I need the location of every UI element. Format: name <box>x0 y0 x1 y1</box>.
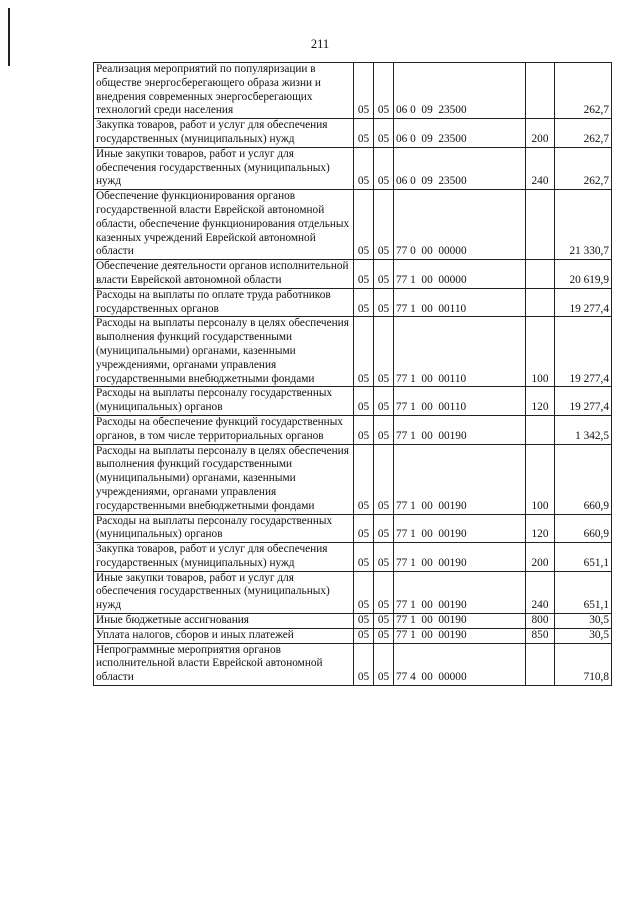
table-row <box>94 63 612 119</box>
row-section-code: 05 <box>354 147 374 189</box>
row-amount: 19 277,4 <box>555 387 612 416</box>
row-section-code: 05 <box>354 444 374 514</box>
table-row <box>94 317 612 387</box>
row-target-article-code: 06 0 09 23500 <box>394 119 526 148</box>
row-name: Расходы на выплаты персоналу государственных (муниципальных) органов <box>94 514 354 543</box>
row-amount: 30,5 <box>555 628 612 643</box>
row-target-article-code: 77 1 00 00110 <box>394 317 526 387</box>
row-name: Расходы на обеспечение функций государственных органов, в том числе территориальных органов <box>94 415 354 444</box>
row-amount: 710,8 <box>555 643 612 685</box>
row-target-article-code: 77 1 00 00000 <box>394 260 526 289</box>
row-expense-type-code: 200 <box>526 119 555 148</box>
row-expense-type-code <box>526 260 555 289</box>
row-target-article-code: 77 1 00 00190 <box>394 415 526 444</box>
row-expense-type-code <box>526 288 555 317</box>
row-section-code: 05 <box>354 543 374 572</box>
row-section-code: 05 <box>354 190 374 260</box>
table-row <box>94 543 612 572</box>
row-amount: 262,7 <box>555 63 612 119</box>
row-subsection-code: 05 <box>374 614 394 629</box>
table-row <box>94 415 612 444</box>
row-amount: 19 277,4 <box>555 317 612 387</box>
row-name: Расходы на выплаты персоналу государственных (муниципальных) органов <box>94 387 354 416</box>
row-subsection-code: 05 <box>374 288 394 317</box>
row-name: Непрограммные мероприятия органов исполнительной власти Еврейской автономной области <box>94 643 354 685</box>
row-name: Расходы на выплаты по оплате труда работников государственных органов <box>94 288 354 317</box>
table-row <box>94 119 612 148</box>
row-expense-type-code: 240 <box>526 147 555 189</box>
row-target-article-code: 77 1 00 00190 <box>394 444 526 514</box>
row-name: Закупка товаров, работ и услуг для обеспечения государственных (муниципальных) нужд <box>94 543 354 572</box>
row-expense-type-code: 200 <box>526 543 555 572</box>
table-row <box>94 628 612 643</box>
table-row <box>94 260 612 289</box>
row-amount: 651,1 <box>555 543 612 572</box>
row-subsection-code: 05 <box>374 317 394 387</box>
row-name: Расходы на выплаты персоналу в целях обеспечения выполнения функций государственными (муниципальными) органами, казенными учреждениями, органами управления государственными внебюджетными фондами <box>94 444 354 514</box>
row-section-code: 05 <box>354 643 374 685</box>
row-subsection-code: 05 <box>374 628 394 643</box>
table-row <box>94 643 612 685</box>
row-expense-type-code: 100 <box>526 317 555 387</box>
table-row <box>94 614 612 629</box>
row-name: Иные закупки товаров, работ и услуг для обеспечения государственных (муниципальных) нужд <box>94 571 354 613</box>
row-amount: 20 619,9 <box>555 260 612 289</box>
row-expense-type-code <box>526 63 555 119</box>
row-expense-type-code <box>526 643 555 685</box>
row-section-code: 05 <box>354 119 374 148</box>
row-target-article-code: 77 1 00 00110 <box>394 288 526 317</box>
row-target-article-code: 06 0 09 23500 <box>394 147 526 189</box>
row-target-article-code: 77 1 00 00190 <box>394 514 526 543</box>
row-subsection-code: 05 <box>374 147 394 189</box>
budget-table <box>93 62 612 686</box>
row-expense-type-code: 800 <box>526 614 555 629</box>
row-subsection-code: 05 <box>374 387 394 416</box>
row-section-code: 05 <box>354 260 374 289</box>
row-expense-type-code: 240 <box>526 571 555 613</box>
row-section-code: 05 <box>354 317 374 387</box>
table-row <box>94 514 612 543</box>
row-section-code: 05 <box>354 571 374 613</box>
row-subsection-code: 05 <box>374 643 394 685</box>
row-expense-type-code <box>526 415 555 444</box>
row-section-code: 05 <box>354 415 374 444</box>
row-expense-type-code: 100 <box>526 444 555 514</box>
row-subsection-code: 05 <box>374 119 394 148</box>
row-section-code: 05 <box>354 514 374 543</box>
row-name: Обеспечение функционирования органов государственной власти Еврейской автономной области, обеспечение функционирования отдельных казенных учреждений Еврейской автономной области <box>94 190 354 260</box>
row-target-article-code: 77 1 00 00110 <box>394 387 526 416</box>
table-row <box>94 444 612 514</box>
row-amount: 19 277,4 <box>555 288 612 317</box>
row-name: Обеспечение деятельности органов исполнительной власти Еврейской автономной области <box>94 260 354 289</box>
row-subsection-code: 05 <box>374 514 394 543</box>
row-section-code: 05 <box>354 614 374 629</box>
table-row <box>94 288 612 317</box>
row-name: Расходы на выплаты персоналу в целях обеспечения выполнения функций государственными (муниципальными) органами, казенными учреждениями, органами управления государственными внебюджетными фондами <box>94 317 354 387</box>
row-subsection-code: 05 <box>374 444 394 514</box>
row-name: Реализация мероприятий по популяризации в обществе энергосберегающего образа жизни и внедрения современных энергосберегающих технологий среди населения <box>94 63 354 119</box>
row-expense-type-code: 850 <box>526 628 555 643</box>
row-target-article-code: 77 0 00 00000 <box>394 190 526 260</box>
row-amount: 262,7 <box>555 119 612 148</box>
table-row <box>94 190 612 260</box>
row-expense-type-code: 120 <box>526 514 555 543</box>
row-name: Иные закупки товаров, работ и услуг для обеспечения государственных (муниципальных) нужд <box>94 147 354 189</box>
row-amount: 262,7 <box>555 147 612 189</box>
row-subsection-code: 05 <box>374 260 394 289</box>
row-section-code: 05 <box>354 628 374 643</box>
row-target-article-code: 77 1 00 00190 <box>394 543 526 572</box>
row-section-code: 05 <box>354 288 374 317</box>
row-target-article-code: 77 4 00 00000 <box>394 643 526 685</box>
row-name: Закупка товаров, работ и услуг для обеспечения государственных (муниципальных) нужд <box>94 119 354 148</box>
row-subsection-code: 05 <box>374 415 394 444</box>
row-amount: 1 342,5 <box>555 415 612 444</box>
table-row <box>94 147 612 189</box>
row-section-code: 05 <box>354 63 374 119</box>
row-name: Иные бюджетные ассигнования <box>94 614 354 629</box>
row-target-article-code: 06 0 09 23500 <box>394 63 526 119</box>
row-expense-type-code: 120 <box>526 387 555 416</box>
row-amount: 660,9 <box>555 514 612 543</box>
page-number: 211 <box>310 37 330 51</box>
table-row <box>94 387 612 416</box>
row-subsection-code: 05 <box>374 190 394 260</box>
row-amount: 21 330,7 <box>555 190 612 260</box>
row-expense-type-code <box>526 190 555 260</box>
row-amount: 30,5 <box>555 614 612 629</box>
row-name: Уплата налогов, сборов и иных платежей <box>94 628 354 643</box>
table-row <box>94 571 612 613</box>
row-target-article-code: 77 1 00 00190 <box>394 571 526 613</box>
row-target-article-code: 77 1 00 00190 <box>394 628 526 643</box>
row-amount: 660,9 <box>555 444 612 514</box>
row-section-code: 05 <box>354 387 374 416</box>
row-subsection-code: 05 <box>374 543 394 572</box>
row-target-article-code: 77 1 00 00190 <box>394 614 526 629</box>
row-amount: 651,1 <box>555 571 612 613</box>
row-subsection-code: 05 <box>374 63 394 119</box>
row-subsection-code: 05 <box>374 571 394 613</box>
